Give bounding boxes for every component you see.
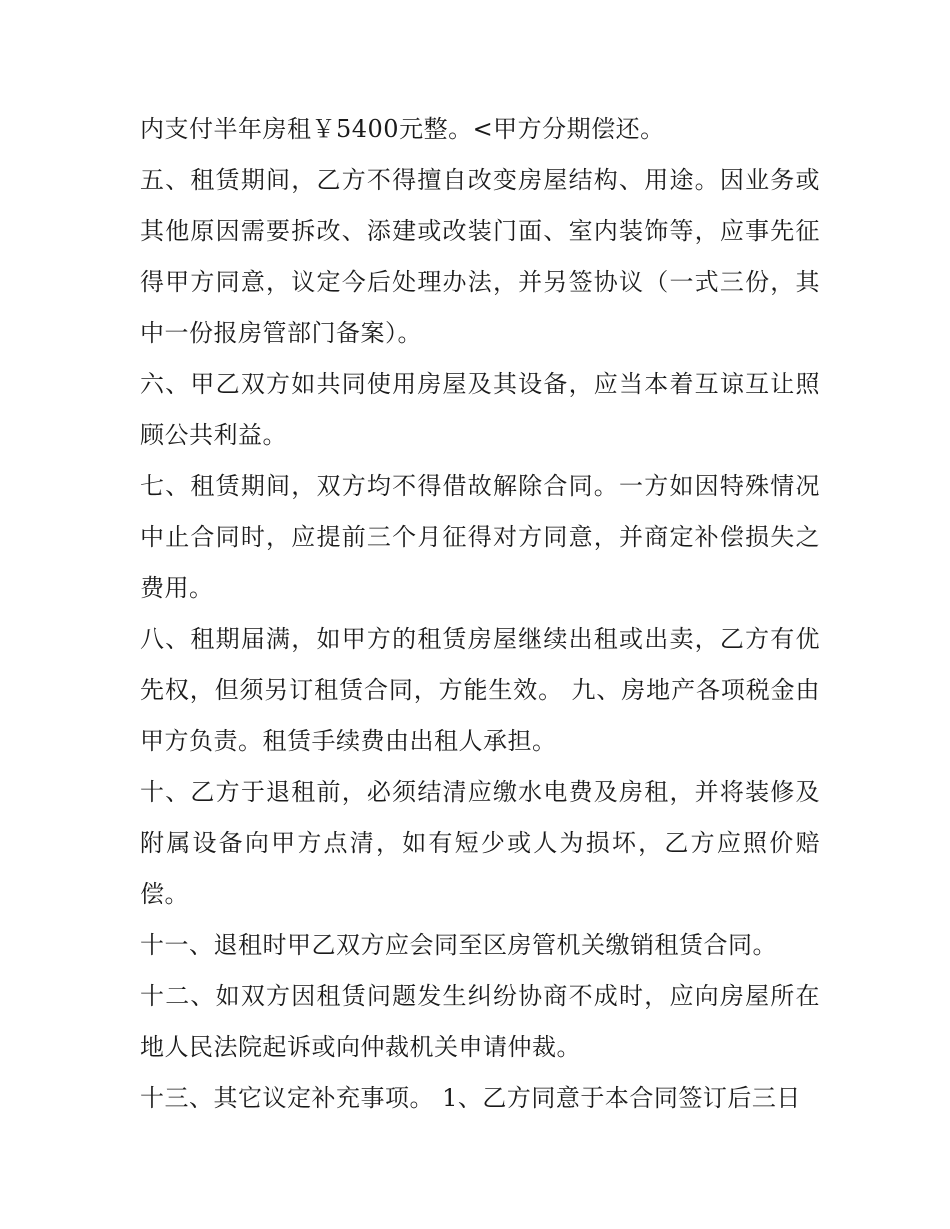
- paragraph-clause-12: 十二、如双方因租赁问题发生纠纷协商不成时，应向房屋所在地人民法院起诉或向仲裁机关申请仲裁。: [140, 982, 820, 1061]
- paragraph-clause-11: 十一、退租时甲乙双方应会同至区房管机关缴销租赁合同。: [140, 931, 777, 959]
- paragraph-clause-6: 六、甲乙双方如共同使用房屋及其设备，应当本着互谅互让照顾公共利益。: [140, 370, 820, 449]
- paragraph-clause-10: 十、乙方于退租前，必须结清应缴水电费及房租，并将装修及附属设备向甲方点清，如有短少或人为损坏，乙方应照价赔偿。: [140, 778, 820, 908]
- paragraph-rent-payment: 内支付半年房租￥5400元整。<甲方分期偿还。: [140, 115, 665, 143]
- paragraph-clause-5: 五、租赁期间，乙方不得擅自改变房屋结构、用途。因业务或其他原因需要拆改、添建或改装门面、室内装饰等，应事先征得甲方同意，议定今后处理办法，并另签协议（一式三份，其中一份报房管部门备案）。: [140, 166, 820, 347]
- paragraph-clause-13: 十三、其它议定补充事项。 1、乙方同意于本合同签订后三日: [140, 1084, 801, 1112]
- document-body: [140, 104, 820, 1124]
- paragraph-clause-8-9: 八、租期届满，如甲方的租赁房屋继续出租或出卖，乙方有优先权，但须另订租赁合同，方能生效。 九、房地产各项税金由甲方负责。租赁手续费由出租人承担。: [140, 625, 820, 755]
- paragraph-clause-7: 七、租赁期间，双方均不得借故解除合同。一方如因特殊情况中止合同时，应提前三个月征得对方同意，并商定补偿损失之费用。: [140, 472, 820, 602]
